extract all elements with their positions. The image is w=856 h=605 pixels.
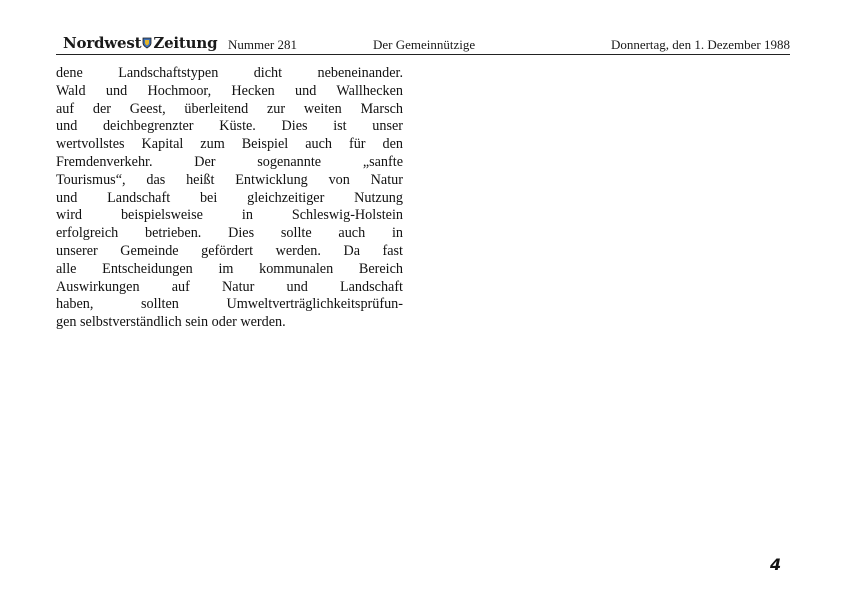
newspaper-logo [63,34,217,52]
article-line: dene Landschaftstypen dicht nebeneinander. [56,65,403,81]
article-line: wertvollstes Kapital zum Beispiel auch für den [56,136,403,153]
article-line: Fremdenverkehr. Der sogenannte „sanfte [56,153,403,170]
article-body [56,65,403,332]
newspaper-header [56,34,790,55]
issue-number: Nummer 281 [228,37,297,52]
article-line: wird beispielsweise in Schleswig-Holstein [56,207,403,224]
article-line: Tourismus“, das heißt Entwicklung von Natur [56,171,403,188]
section-title: Der Gemeinnützige [373,37,476,52]
article-line: haben, sollten Umweltverträglichkeitsprüfun- [56,296,403,313]
article-line: gen selbstverständlich sein oder werden. [56,314,286,331]
page-number: 4 [770,555,782,574]
logo-word-nordwest: Nordwest [63,34,142,52]
article-line: Auswirkungen auf Natur und Landschaft [56,278,403,295]
article-line: unserer Gemeinde gefördert werden. Da fast [56,242,403,259]
article-line: und Landschaft bei gleichzeitiger Nutzung [56,189,403,206]
crest-icon [142,37,152,49]
logo-word-zeitung: Zeitung [153,34,218,52]
article-line: auf der Geest, überleitend zur weiten Marsch [56,100,403,117]
article-line: Wald und Hochmoor, Hecken und Wallhecken [56,82,403,99]
article-line: und deichbegrenzter Küste. Dies ist unser [56,118,403,135]
article-line: alle Entscheidungen im kommunalen Bereich [56,260,403,277]
issue-date: Donnertag, den 1. Dezember 1988 [610,37,790,52]
article-line: erfolgreich betrieben. Dies sollte auch in [56,225,403,242]
